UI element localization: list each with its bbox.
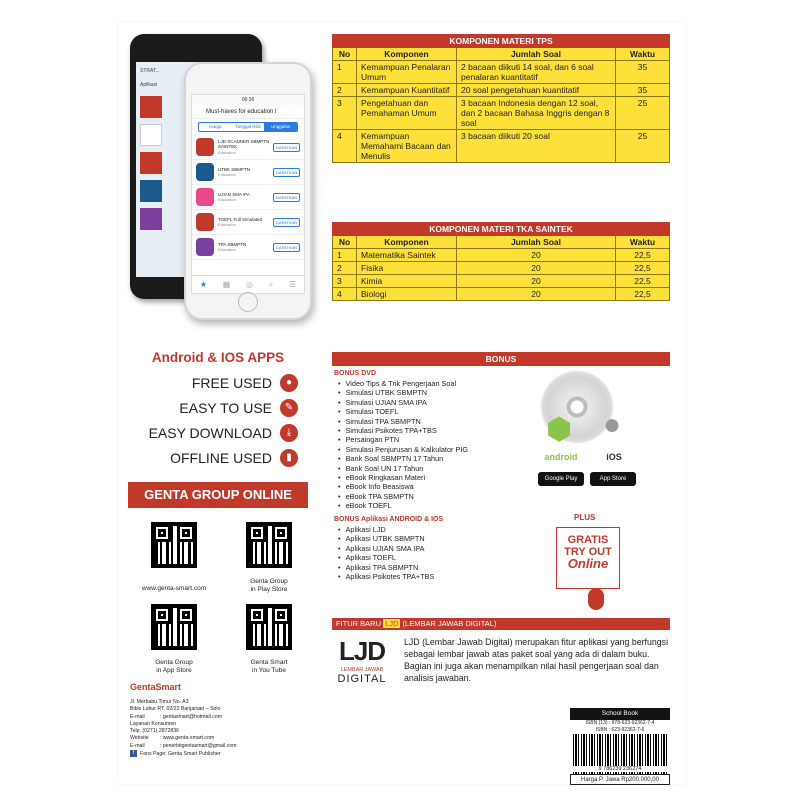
col-header: No <box>333 48 357 61</box>
list-item: • Simulasi UJIAN SMA IPA <box>338 398 468 407</box>
android-icon: ⬢ <box>546 413 573 446</box>
segment-tanggal[interactable]: Tanggal Rilis <box>235 124 261 129</box>
tps-table <box>332 34 670 163</box>
android-app-icon <box>140 208 162 230</box>
phone-number: Telp. (0271) 2872836 <box>130 728 180 735</box>
cell: 2 <box>333 262 357 275</box>
pencil-icon: ✎ <box>280 399 298 417</box>
android-label: android <box>544 452 578 462</box>
app-category: Education <box>218 149 236 155</box>
feature-download <box>149 424 298 442</box>
list-item: • Video Tips & Trik Pengerjaan Soal <box>338 379 468 388</box>
cell: 20 <box>457 275 616 288</box>
get-button[interactable]: DAPATKAN <box>273 193 300 202</box>
cell: Pengetahuan dan Pemahaman Umum <box>357 97 457 130</box>
online-text: Online <box>567 556 609 571</box>
android-search: Aplikasi <box>140 82 158 88</box>
android-app-icon <box>140 96 162 118</box>
facebook-icon: f <box>130 750 137 757</box>
table-row <box>333 97 670 130</box>
cell: 3 <box>333 275 357 288</box>
list-item: • Aplikasi TOEFL <box>338 553 434 562</box>
feature-label: FREE USED <box>191 375 272 391</box>
chart-icon: ▮ <box>280 449 298 467</box>
qr-caption: Genta Group in Play Store <box>250 578 288 593</box>
feature-free <box>192 374 298 392</box>
cell: Kemampuan Kuantitatif <box>357 84 457 97</box>
table-row <box>333 275 670 288</box>
table-title: KOMPONEN MATERI TKA SAINTEK <box>333 223 670 236</box>
qr-caption: Genta Group in App Store <box>155 659 193 674</box>
app-list-item[interactable] <box>192 135 304 160</box>
feature-label: EASY TO USE <box>179 400 272 416</box>
list-item: • Aplikasi UJIAN SMA IPA <box>338 544 434 553</box>
fitur-baru-bar <box>332 618 670 630</box>
col-header: Komponen <box>357 48 457 61</box>
cell: 25 <box>616 130 670 163</box>
col-header: Komponen <box>357 236 457 249</box>
list-item: • Simulasi Penjurusan & Kalkulator PIG <box>338 445 468 454</box>
ljd-logo-sub: LEMBAR JAWAB <box>340 667 384 673</box>
cell: Biologi <box>357 288 457 301</box>
email-label: E-mail <box>130 742 145 749</box>
qr-code <box>151 604 197 650</box>
email-label: E-mail <box>130 713 145 720</box>
email-value: : penerbitgentasmart@gmail.com <box>160 742 237 749</box>
table-row <box>333 84 670 97</box>
list-item: • eBook Ringkasan Materi <box>338 473 468 482</box>
ljd-logo-mark: LJD <box>338 636 386 666</box>
tab-bar <box>192 275 304 293</box>
compass-icon[interactable]: ◎ <box>246 280 254 289</box>
google-play-badge[interactable]: Google Play <box>538 472 584 486</box>
search-icon[interactable]: ⌕ <box>268 279 274 289</box>
android-title: STRAT... <box>140 68 160 74</box>
cell: 22,5 <box>616 249 670 262</box>
cell: 20 soal pengetahuan kuantitatif <box>457 84 616 97</box>
fitur-prefix: FITUR BARU <box>336 619 381 628</box>
cell: 20 <box>457 249 616 262</box>
publisher-address <box>130 699 236 758</box>
isbn-block <box>570 720 670 734</box>
grid-icon[interactable]: ▦ <box>222 280 231 289</box>
book-back-cover <box>118 22 686 784</box>
cell: 25 <box>616 97 670 130</box>
home-button[interactable] <box>238 292 258 312</box>
cell: 4 <box>333 288 357 301</box>
col-header: Jumlah Soal <box>457 48 616 61</box>
feature-label: EASY DOWNLOAD <box>148 425 272 441</box>
user-icon: ● <box>280 374 298 392</box>
ljd-logo-digital: DIGITAL <box>337 673 387 685</box>
fitur-suffix: (LEMBAR JAWAB DIGITAL) <box>402 619 497 628</box>
mouse-icon <box>588 588 604 610</box>
list-item: • eBook TOEFL <box>338 501 468 510</box>
feature-offline <box>170 449 298 467</box>
cell: 22,5 <box>616 275 670 288</box>
ljd-logo <box>332 636 392 685</box>
star-icon[interactable]: ★ <box>199 280 208 289</box>
qr-code <box>151 522 197 568</box>
bonus-header: BONUS <box>332 352 670 366</box>
qr-caption: Genta Smart in You Tube <box>250 659 288 674</box>
iphone <box>184 62 312 320</box>
gratis-tryout-badge <box>556 527 620 589</box>
segment-control[interactable] <box>198 122 298 132</box>
app-name: LJD SCANNER SBMPTN SAINTEK <box>218 138 270 150</box>
cell: 22,5 <box>616 288 670 301</box>
col-header: Jumlah Soal <box>457 236 616 249</box>
isbn: ISBN : 623-92362-7-6 <box>595 727 645 733</box>
table-row <box>333 288 670 301</box>
barcode-number: 9 786239 236274 <box>573 766 667 772</box>
list-item: • Simulasi TPA SBMPTN <box>338 417 468 426</box>
app-list-item[interactable] <box>192 185 304 210</box>
list-item: • Aplikasi UTBK SBMPTN <box>338 534 434 543</box>
app-name: UJIAN SMA IPA <box>218 191 250 197</box>
cell: 4 <box>333 130 357 163</box>
list-item: • eBook Info Beasiswa <box>338 482 468 491</box>
facebook-page: Fans Page: Genta Smart Publisher <box>140 750 221 757</box>
screen-title: Must-haves for education l <box>192 105 304 119</box>
apple-icon: ● <box>603 408 622 441</box>
list-item: • Simulasi Psikotes TPA+TBS <box>338 426 468 435</box>
cell: 35 <box>616 84 670 97</box>
apps-heading: Android & IOS APPS <box>151 350 285 365</box>
feature-label: OFFLINE USED <box>170 450 272 466</box>
cell: 35 <box>616 61 670 84</box>
website-value: : www.genta-smart.com <box>160 735 215 742</box>
bonus-dvd-title: BONUS DVD <box>334 370 377 377</box>
app-category: Education <box>218 247 236 252</box>
cell: 3 bacaan Indonesia dengan 12 soal, dan 2 bacaan Bahasa Inggris dengan 8 soal <box>457 97 616 130</box>
address-line: Jl. Merbabu Timur No. A3 <box>130 699 189 705</box>
app-list-item[interactable] <box>192 210 304 235</box>
status-bar: 06:36 <box>192 95 304 105</box>
app-category: Education <box>218 197 236 202</box>
gratis-text: GRATIS <box>567 534 609 546</box>
cell: Kemampuan Memahami Bacaan dan Menulis <box>357 130 457 163</box>
cell: 20 <box>457 288 616 301</box>
app-category: Education <box>218 172 236 177</box>
list-item: • Aplikasi Psikotes TPA+TBS <box>338 572 434 581</box>
list-item: • Aplikasi TPA SBMPTN <box>338 563 434 572</box>
cell: Matematika Saintek <box>357 249 457 262</box>
app-icon <box>196 188 214 206</box>
android-app-icon <box>140 152 162 174</box>
app-name: UTBK SBMPTN <box>218 166 251 172</box>
list-item: • Simulasi TOEFL <box>338 407 468 416</box>
get-button[interactable]: DAPATKAN <box>273 143 300 152</box>
table-title: KOMPONEN MATERI TPS <box>333 35 670 48</box>
cell: 1 <box>333 249 357 262</box>
app-icon <box>196 213 214 231</box>
ios-label: iOS <box>606 452 622 462</box>
app-category: Education <box>218 222 236 227</box>
get-button[interactable]: DAPATKAN <box>273 168 300 177</box>
android-app-icon <box>140 180 162 202</box>
table-row <box>333 61 670 84</box>
list-item: • eBook TPA SBMPTN <box>338 492 468 501</box>
app-icon <box>196 163 214 181</box>
cell: 20 <box>457 262 616 275</box>
tryout-text: TRY OUT <box>564 546 612 558</box>
cell: 3 <box>333 97 357 130</box>
bonus-dvd-list <box>338 379 468 511</box>
table-row <box>333 130 670 163</box>
list-item: • Bank Soal UN 17 Tahun <box>338 464 468 473</box>
school-book-label: School Book <box>570 708 670 720</box>
table-row <box>333 249 670 262</box>
get-button[interactable]: DAPATKAN <box>273 243 300 252</box>
cell: 2 bacaan diikuti 14 soal, dan 6 soal penalaran kuantitatif <box>457 61 616 84</box>
cell: Kemampuan Penalaran Umum <box>357 61 457 84</box>
isbn13: ISBN (13) : 978-623-92362-7-4 <box>585 720 655 726</box>
cell: 2 <box>333 84 357 97</box>
iphone-screen <box>191 94 305 294</box>
fitur-ljd: LJD <box>385 619 399 628</box>
cell: 22,5 <box>616 262 670 275</box>
bonus-apps-title: BONUS Aplikasi ANDROID & IOS <box>334 516 444 523</box>
segment-unggulan[interactable]: Unggulan <box>264 123 297 131</box>
feature-easy <box>179 399 298 417</box>
app-list-item[interactable] <box>192 160 304 185</box>
cell: Fisika <box>357 262 457 275</box>
table-row <box>333 262 670 275</box>
service-label: Layanan Konsumen <box>130 720 177 727</box>
col-header: Waktu <box>616 236 670 249</box>
segment-harga[interactable]: Harga <box>209 124 222 129</box>
price-label: Harga P. Jawa Rp200.000,00 <box>570 774 670 785</box>
col-header: Waktu <box>616 48 670 61</box>
list-item: • Simulasi UTBK SBMPTN <box>338 388 468 397</box>
qr-code <box>246 522 292 568</box>
list-item: • Bank Soal SBMPTN 17 Tahun <box>338 454 468 463</box>
publisher-logo: GentaSmart <box>130 682 182 692</box>
website-label: Website <box>130 735 149 742</box>
bonus-apps-list <box>338 525 434 581</box>
list-item: • Persaingan PTN <box>338 435 468 444</box>
cell: Kimia <box>357 275 457 288</box>
genta-online-banner: GENTA GROUP ONLINE <box>128 482 308 508</box>
cell: 1 <box>333 61 357 84</box>
address-line: Bibis Luhur RT. 02/22 Banjarsari – Solo <box>130 706 221 713</box>
ljd-description: LJD (Lembar Jawab Digital) merupakan fitur aplikasi yang berfungsi sebagai lembar jawab atas paket soal yang ada di dalam buku. Bagian ini juga akan menampilkan nilai hasil pengerjaan soal dan analisis jawaban. <box>404 637 669 683</box>
get-button[interactable]: DAPATKAN <box>273 218 300 227</box>
app-name: TPA SBMPTN <box>218 241 247 247</box>
qr-code <box>246 604 292 650</box>
app-list-item[interactable] <box>192 235 304 260</box>
android-app-icon <box>140 124 162 146</box>
plus-label: PLUS <box>574 513 596 522</box>
app-name: TOEFL Full Simulated <box>218 216 263 222</box>
col-header: No <box>333 236 357 249</box>
list-item: • Aplikasi LJD <box>338 525 434 534</box>
qr-caption: www.genta-smart.com <box>141 585 207 592</box>
cell: 3 bacaan diikuti 20 soal <box>457 130 616 163</box>
app-icon <box>196 238 214 256</box>
app-icon <box>196 138 214 156</box>
email-value: : gentasmart@hotmail.com <box>160 713 223 720</box>
list-icon[interactable]: ☰ <box>288 280 297 289</box>
saintek-table <box>332 222 670 301</box>
download-icon: ⤓ <box>280 424 298 442</box>
app-store-badge[interactable]: App Store <box>590 472 636 486</box>
